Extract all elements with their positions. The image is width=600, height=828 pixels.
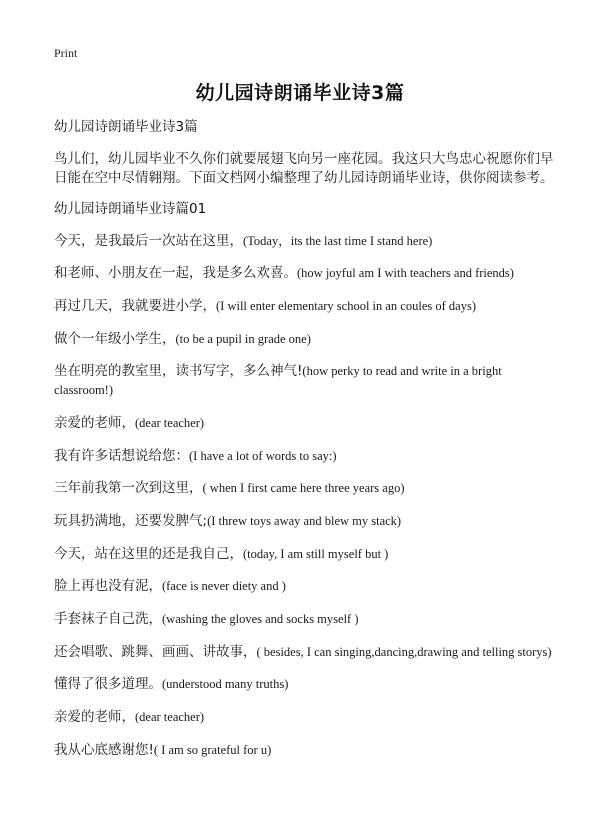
poem-line [54, 577, 554, 596]
poem-line-zh: 我从心底感谢您! [54, 741, 154, 758]
poem-line-en: ( besides, I can singing,dancing,drawing and telling storys) [256, 644, 552, 659]
document-body [54, 118, 554, 774]
poem-line-en: (I have a lot of words to say:) [189, 448, 337, 463]
poem-line [54, 414, 554, 433]
poem-line [54, 330, 554, 349]
page-title: 幼儿园诗朗诵毕业诗3篇 [195, 82, 405, 104]
poem-line [54, 545, 554, 564]
poem-line [54, 643, 554, 662]
poem-line [54, 708, 554, 727]
poem-lines [54, 232, 554, 760]
poem-line-en: (I threw toys away and blew my stack) [207, 514, 402, 528]
poem-line [54, 479, 554, 498]
poem-line-en: (how joyful am I with teachers and friends) [297, 266, 514, 281]
poem-line-zh: 做个一年级小学生， [54, 330, 176, 347]
poem-line-zh: 再过几天，我就要进小学， [54, 297, 216, 314]
poem-line-zh: 玩具扔满地，还要发脾气; [54, 513, 208, 529]
poem-line-en: (to be a pupil in grade one) [175, 331, 311, 346]
poem-line-en: ( I am so grateful for u) [153, 742, 272, 757]
poem-line-en: (washing the gloves and socks myself ) [162, 612, 359, 627]
document-subtitle: 幼儿园诗朗诵毕业诗3篇 [54, 119, 198, 135]
poem-line [54, 741, 554, 760]
intro-paragraph: 鸟儿们，幼儿园毕业不久你们就要展翅飞向另一座花园。我这只大鸟忠心祝愿你们早日能在空中尽情翱翔。下面文档网小编整理了幼儿园诗朗诵毕业诗，供你阅读参考。 [54, 150, 554, 186]
poem-line [54, 362, 554, 400]
poem-line-en: (Today，its the last time I stand here) [243, 233, 433, 248]
poem-line [54, 675, 554, 694]
poem-line-zh: 还会唱歌、跳舞、画画、讲故事， [54, 643, 257, 660]
poem-line-en: (dear teacher) [135, 415, 205, 430]
poem-line-zh: 和老师、小朋友在一起，我是多么欢喜。 [54, 265, 297, 282]
poem-line [54, 297, 554, 316]
poem-line-en: (face is never diety and ) [162, 579, 286, 594]
section-heading: 幼儿园诗朗诵毕业诗篇01 [54, 201, 207, 217]
poem-line-zh: 今天，是我最后一次站在这里， [54, 232, 243, 249]
poem-line [54, 447, 554, 466]
poem-line-zh: 坐在明亮的教室里，读书写字，多么神气! [54, 363, 303, 380]
poem-line-zh: 懂得了很多道理。 [54, 676, 162, 693]
poem-line-en: (dear teacher) [135, 710, 205, 725]
poem-line-en: (understood many truths) [162, 677, 289, 692]
poem-line-zh: 三年前我第一次到这里， [54, 480, 203, 497]
poem-line-zh: 今天，站在这里的还是我自己， [54, 545, 243, 562]
poem-line-zh: 手套袜子自己洗， [54, 611, 162, 628]
poem-line-en: (how perky to read and write in a bright classroom!) [54, 364, 502, 398]
poem-line-zh: 我有许多话想说给您： [54, 447, 189, 464]
poem-line [54, 610, 554, 629]
poem-line-zh: 亲爱的老师， [54, 709, 135, 726]
poem-line-zh: 亲爱的老师， [54, 414, 135, 431]
poem-line-zh: 脸上再也没有泥， [54, 578, 162, 595]
poem-line [54, 264, 554, 283]
poem-line-en: (I will enter elementary school in an coules of days) [216, 298, 476, 313]
poem-line-en: ( when I first came here three years ago) [202, 481, 405, 496]
poem-line [54, 512, 554, 531]
poem-line [54, 232, 554, 251]
poem-line-en: (today, I am still myself but ) [243, 546, 389, 561]
print-link[interactable]: Print [54, 46, 78, 60]
